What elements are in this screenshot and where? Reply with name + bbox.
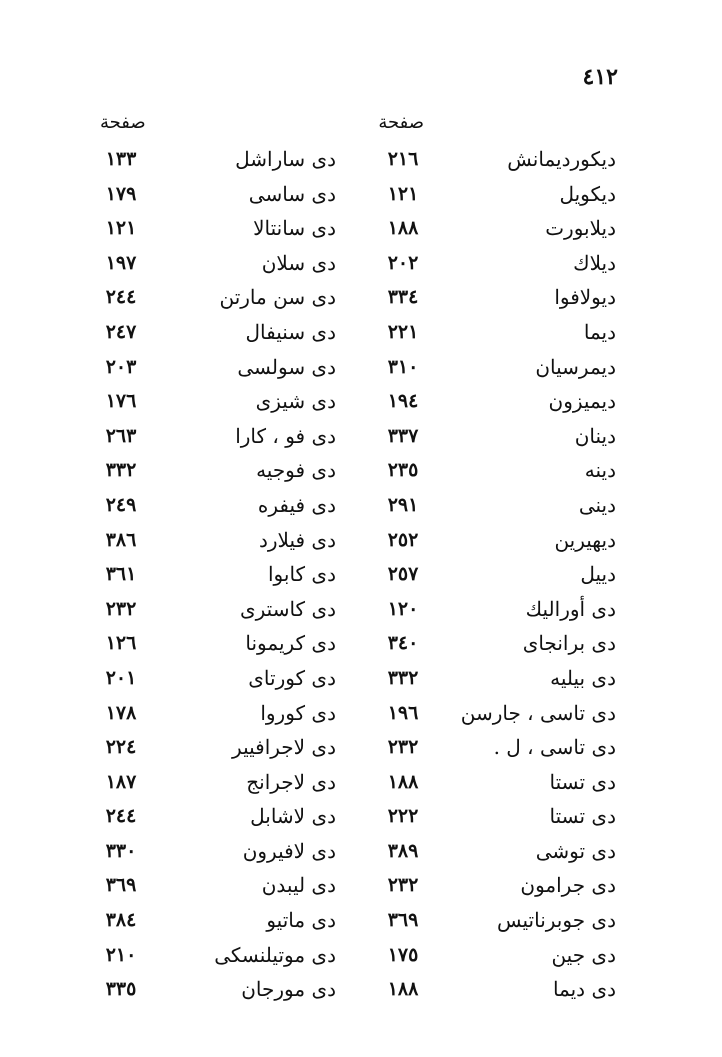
- index-row: [0, 799, 722, 834]
- left-entry-name: دى سن مارتن: [219, 285, 336, 310]
- right-entry-page: ١٧٥: [387, 943, 419, 966]
- right-entry-page: ٣١٠: [387, 355, 419, 378]
- right-entry-name: دى جين: [551, 942, 616, 967]
- right-entry-page: ٣٣٤: [387, 286, 419, 309]
- left-entry-name: دى سانتالا: [253, 216, 336, 241]
- index-row: [0, 626, 722, 661]
- index-row: [0, 142, 722, 177]
- right-entry-name: دى جوبرناتيس: [497, 908, 616, 933]
- right-entry-page: ٢٣٢: [387, 736, 419, 759]
- left-entry-page: ٣٨٦: [105, 528, 137, 551]
- left-entry-page: ٢٤٩: [105, 493, 137, 516]
- left-entry-name: دى ساسى: [248, 181, 336, 206]
- right-entry-page: ٢٣٢: [387, 874, 419, 897]
- right-entry-name: دى تاسى ، ل .: [493, 735, 616, 760]
- right-entry-page: ٣٣٢: [387, 666, 419, 689]
- left-entry-name: دى كورتاى: [248, 665, 336, 690]
- right-entry-page: ٢٢١: [387, 320, 419, 343]
- right-entry-name: ديلاك: [573, 250, 616, 275]
- left-entry-name: دى فيفره: [257, 492, 336, 517]
- right-entry-name: دينه: [584, 458, 616, 483]
- right-entry-page: ٢٢٢: [387, 805, 419, 828]
- left-entry-page: ١٣٣: [105, 148, 137, 170]
- right-entry-name: ديهيرين: [554, 527, 616, 552]
- right-entry-page: ١٢٠: [387, 597, 419, 620]
- index-row: [0, 246, 722, 281]
- left-entry-name: دى موتيلنسكى: [214, 942, 336, 967]
- index-row: [0, 419, 722, 454]
- right-entry-page: ١٢١: [387, 182, 419, 205]
- left-entry-page: ١٧٦: [105, 390, 137, 413]
- left-column-page-header: صفحة: [100, 112, 146, 133]
- index-row: [0, 661, 722, 696]
- index-row: [0, 938, 722, 973]
- left-entry-page: ١٧٨: [105, 701, 137, 724]
- left-entry-page: ٢٤٤: [105, 286, 137, 309]
- right-entry-name: دى توشى: [535, 838, 616, 863]
- index-row: [0, 453, 722, 488]
- left-entry-name: دى سلان: [261, 250, 336, 275]
- index-row: [0, 177, 722, 212]
- right-entry-page: ١٨٨: [387, 217, 419, 240]
- index-row: [0, 834, 722, 869]
- left-entry-name: دى لاجرافيير: [232, 735, 336, 760]
- left-entry-name: دى مورجان: [241, 977, 336, 1002]
- page-number: ٤١٢: [582, 64, 618, 90]
- right-entry-name: دى تستا: [549, 804, 616, 829]
- index-row: [0, 765, 722, 800]
- left-entry-name: دى ساراشل: [235, 147, 336, 171]
- left-entry-page: ٣٣٥: [105, 978, 137, 1001]
- right-entry-name: دييل: [580, 562, 616, 587]
- left-entry-page: ١٢٦: [105, 632, 137, 655]
- right-entry-name: ديكويل: [559, 181, 616, 206]
- right-entry-page: ١٨٨: [387, 978, 419, 1001]
- right-entry-name: ديلابورت: [545, 216, 616, 241]
- right-entry-page: ٢٩١: [387, 493, 419, 516]
- left-entry-page: ١٨٧: [105, 770, 137, 793]
- right-entry-page: ٢٠٢: [387, 251, 419, 274]
- left-entry-name: دى لاجرانج: [246, 769, 336, 794]
- index-row: [0, 523, 722, 558]
- right-entry-name: ديكورديمانش: [507, 147, 616, 171]
- left-entry-name: دى سولسى: [237, 354, 336, 379]
- left-entry-name: دى لافيرون: [242, 838, 336, 863]
- index-row: [0, 868, 722, 903]
- right-entry-name: دينى: [578, 492, 616, 517]
- left-entry-name: دى فوجيه: [256, 458, 336, 483]
- right-entry-page: ٢٣٥: [387, 459, 419, 482]
- left-entry-name: دى كريمونا: [245, 631, 336, 656]
- right-entry-name: ديميزون: [548, 389, 616, 414]
- index-row: [0, 280, 722, 315]
- left-entry-name: دى فيلارد: [258, 527, 336, 552]
- right-entry-name: دى تستا: [549, 769, 616, 794]
- right-entry-name: دى بيليه: [550, 665, 616, 690]
- left-entry-name: دى فو ، كارا: [235, 423, 336, 448]
- left-entry-page: ٢٣٢: [105, 597, 137, 620]
- right-entry-name: دى تاسى ، جارسن: [460, 700, 616, 725]
- right-entry-name: دى ديما: [552, 977, 616, 1002]
- index-row: [0, 488, 722, 523]
- left-entry-page: ٣٣٠: [105, 839, 137, 862]
- left-entry-page: ١٩٧: [105, 251, 137, 274]
- left-entry-name: دى كابوا: [268, 562, 336, 587]
- left-entry-page: ٢٠٣: [105, 355, 137, 378]
- right-column-page-header: صفحة: [378, 112, 424, 133]
- index-row: [0, 972, 722, 1007]
- left-entry-page: ٢٠١: [105, 666, 137, 689]
- right-entry-name: ديولافوا: [554, 285, 616, 310]
- left-entry-name: دى ماتيو: [266, 908, 336, 933]
- right-entry-page: ٣٦٩: [387, 909, 419, 932]
- left-entry-page: ١٢١: [105, 217, 137, 240]
- left-entry-page: ٢٦٣: [105, 424, 137, 447]
- left-entry-name: دى شيزى: [255, 389, 336, 414]
- left-entry-page: ٢٤٧: [105, 320, 137, 343]
- right-entry-page: ١٩٦: [387, 701, 419, 724]
- right-entry-page: ٣٨٩: [387, 839, 419, 862]
- right-entry-name: ديما: [583, 319, 616, 344]
- left-entry-page: ٣٣٢: [105, 459, 137, 482]
- right-entry-page: ٢٥٧: [387, 563, 419, 586]
- index-row: [0, 903, 722, 938]
- index-row: [0, 350, 722, 385]
- left-entry-page: ٣٦١: [105, 563, 137, 586]
- right-entry-name: دى برانجاى: [522, 631, 616, 656]
- index-row: [0, 592, 722, 627]
- right-entry-page: ٢١٦: [387, 148, 419, 170]
- right-entry-page: ٣٣٧: [387, 424, 419, 447]
- right-entry-page: ١٩٤: [387, 390, 419, 413]
- left-entry-page: ٢٤٤: [105, 805, 137, 828]
- index-row: [0, 730, 722, 765]
- right-entry-page: ٣٤٠: [387, 632, 419, 655]
- right-entry-name: ديمرسيان: [535, 354, 616, 379]
- index-row: [0, 384, 722, 419]
- left-entry-name: دى سنيفال: [245, 319, 336, 344]
- left-entry-name: دى كاسترى: [239, 596, 336, 621]
- left-entry-page: ٢٢٤: [105, 736, 137, 759]
- index-row: [0, 315, 722, 350]
- index-row: [0, 211, 722, 246]
- index-table: [0, 142, 722, 1007]
- right-entry-name: دينان: [574, 423, 616, 448]
- index-row: [0, 696, 722, 731]
- left-entry-page: ٣٦٩: [105, 874, 137, 897]
- left-entry-page: ٣٨٤: [105, 909, 137, 932]
- left-entry-name: دى كوروا: [260, 700, 336, 725]
- left-entry-name: دى ليبدن: [261, 873, 336, 898]
- right-entry-page: ٢٥٢: [387, 528, 419, 551]
- right-entry-name: دى أوراليك: [525, 596, 616, 621]
- left-entry-page: ١٧٩: [105, 182, 137, 205]
- left-entry-page: ٢١٠: [105, 943, 137, 966]
- index-row: [0, 557, 722, 592]
- right-entry-page: ١٨٨: [387, 770, 419, 793]
- left-entry-name: دى لاشابل: [250, 804, 336, 829]
- right-entry-name: دى جرامون: [520, 873, 616, 898]
